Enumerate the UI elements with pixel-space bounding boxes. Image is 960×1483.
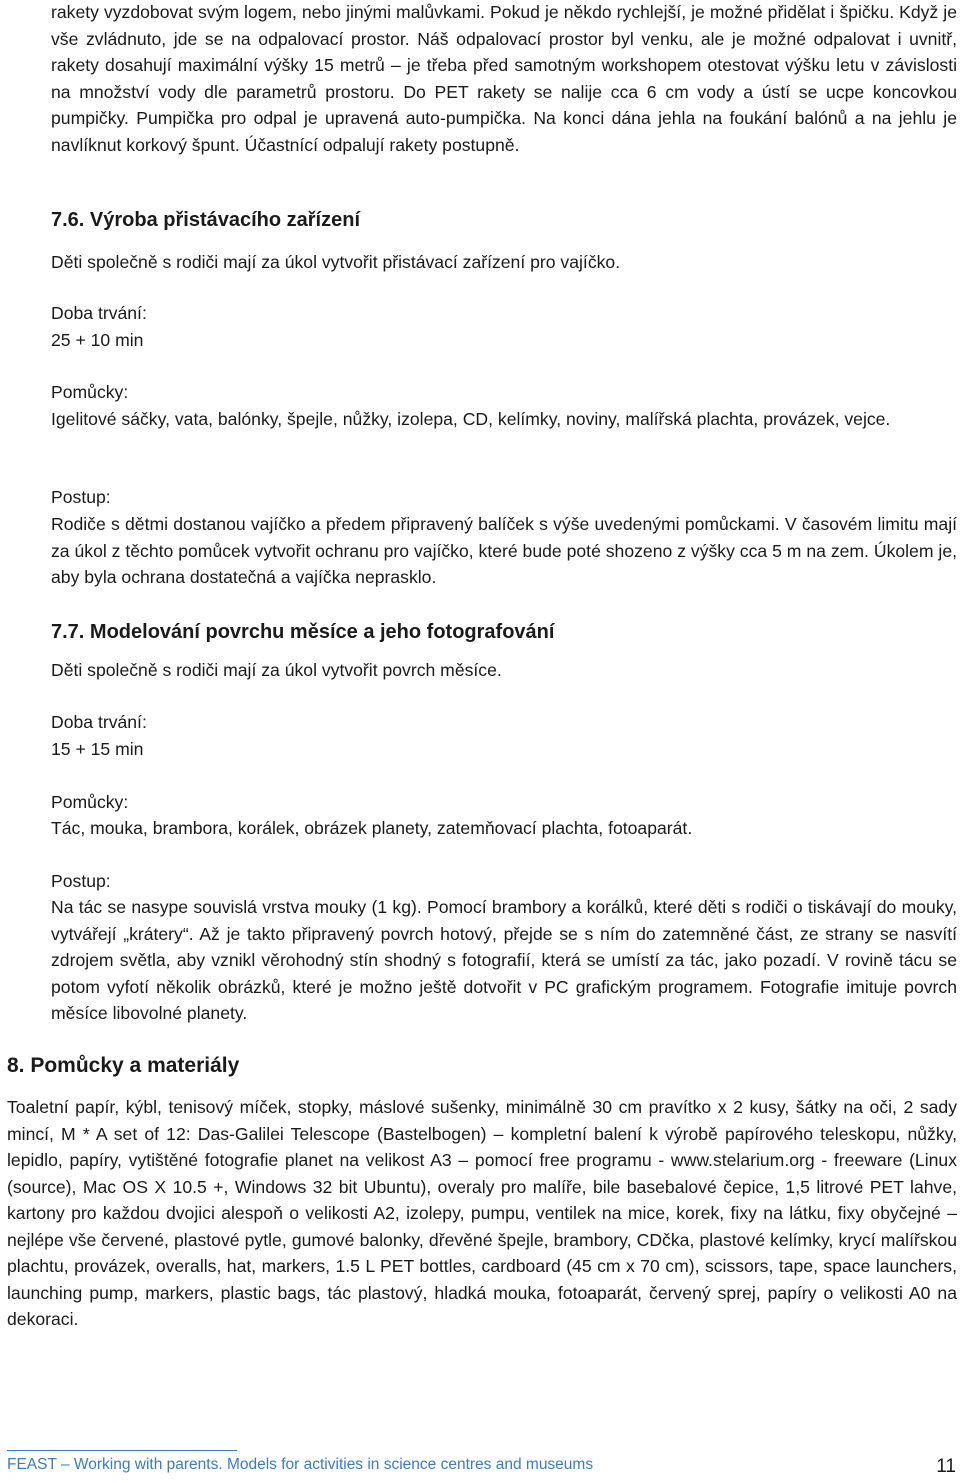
section-7-7-duration-label: Doba trvání: bbox=[51, 712, 147, 732]
section-7-7-duration-value: 15 + 15 min bbox=[51, 739, 144, 759]
intro-paragraph: rakety vyzdobovat svým logem, nebo jinými malůvkami. Pokud je někdo rychlejší, je možné přidělat i špičku. Když je vše zvládnuto, jde se na odpalovací prostor. Náš odpalovací prostor byl venku, ale je možné odpalovat i uvnitř, rakety dosahují maximální výšky 15 metrů – je třeba před samotným workshopem otestovat výšku letu v závislosti na množství vody dle parametrů prostoru. Do PET rakety se nalije cca 6 cm vody a ústí se ucpe koncovkou pumpičky. Pumpička pro odpal je upravená auto-pumpička. Na konci dána jehla na foukání balónů a na jehlu je navlíknut korkový špunt. Účastnící odpalují rakety postupně. bbox=[51, 2, 957, 155]
section-7-7-procedure-value: Na tác se nasype souvislá vrstva mouky (1 kg). Pomocí brambory a korálků, které děti s rodiči o tiskávají do mouky, vytvářejí „krátery“. Až je takto připravený povrch hotový, přejde se s ním do zatemněné část, ze strany se nasvítí zdrojem světla, aby vznikl věrohodný stín shodný s fotografií, která se umístí za tác, jako pozadí. V rovině tácu se potom vyfotí několik obrázků, které je možno ještě dotvořit v PC grafickým programem. Fotografie imituje povrch měsíce libovolné planety. bbox=[51, 897, 957, 1023]
section-7-7-procedure-label: Postup: bbox=[51, 871, 111, 891]
section-7-6-tools-label: Pomůcky: bbox=[51, 382, 129, 402]
section-7-6-duration-value: 25 + 10 min bbox=[51, 330, 144, 350]
section-7-7-task: Děti společně s rodiči mají za úkol vytvořit povrch měsíce. bbox=[51, 660, 502, 680]
section-7-7-tools-label: Pomůcky: bbox=[51, 792, 129, 812]
page-number: 11 bbox=[936, 1456, 956, 1477]
footer-text: FEAST – Working with parents. Models for activities in science centres and museums bbox=[7, 1456, 594, 1473]
section-7-6-heading: 7.6. Výroba přistávacího zařízení bbox=[51, 209, 361, 231]
section-7-6-procedure-label: Postup: bbox=[51, 487, 111, 507]
section-7-7-heading: 7.7. Modelování povrchu měsíce a jeho fotografování bbox=[51, 621, 555, 643]
footer-rule bbox=[7, 1450, 237, 1451]
section-7-6-task: Děti společně s rodiči mají za úkol vytvořit přistávací zařízení pro vajíčko. bbox=[51, 252, 621, 272]
section-7-6-duration-label: Doba trvání: bbox=[51, 303, 147, 323]
section-7-7-tools-value: Tác, mouka, brambora, korálek, obrázek planety, zatemňovací plachta, fotoaparát. bbox=[51, 818, 693, 838]
section-7-6-tools-value: Igelitové sáčky, vata, balónky, špejle, nůžky, izolepa, CD, kelímky, noviny, malířská plachta, provázek, vejce. bbox=[51, 409, 891, 429]
section-8-body: Toaletní papír, kýbl, tenisový míček, stopky, máslové sušenky, minimálně 30 cm pravítko x 2 kusy, šátky na oči, 2 sady mincí, M * A set of 12: Das-Galilei Telescope (Bastelbogen) – kompletní balení k výrobě papírového teleskopu, nůžky, lepidlo, papíry, vytištěné fotografie planet na velikost A3 – pomocí free programu - www.stelarium.org - freeware (Linux (source), Mac OS X 10.5 +, Windows 32 bit Ubuntu), overaly pro malíře, bile basebalové čepice, 1,5 litrové PET lahve, kartony pro každou dvojici alespoň o velikosti A2, izolepy, pumpu, ventilek na mice, korek, fixy na látku, fixy obyčejné – nejlépe vše červené, plastové pytle, gumové balonky, dřevěné špejle, brambory, CDčka, plastové kelímky, krycí malířskou plachtu, provázek, overalls, hat, markers, 1.5 L PET bottles, cardboard (45 cm x 70 cm), scissors, tape, space launchers, launching pump, markers, plastic bags, tác plastový, hladká mouka, fotoaparát, červený sprej, papíry o velikosti A0 na dekoraci. bbox=[7, 1097, 957, 1329]
section-7-6-procedure-value: Rodiče s dětmi dostanou vajíčko a předem připravený balíček s výše uvedenými pomůckami. V časovém limitu mají za úkol z těchto pomůcek vytvořit ochranu pro vajíčko, které bude poté shozeno z výšky cca 5 m na zem. Úkolem je, aby byla ochrana dostatečná a vajíčka neprasklo. bbox=[51, 514, 957, 587]
section-8-heading: 8. Pomůcky a materiály bbox=[7, 1054, 240, 1077]
